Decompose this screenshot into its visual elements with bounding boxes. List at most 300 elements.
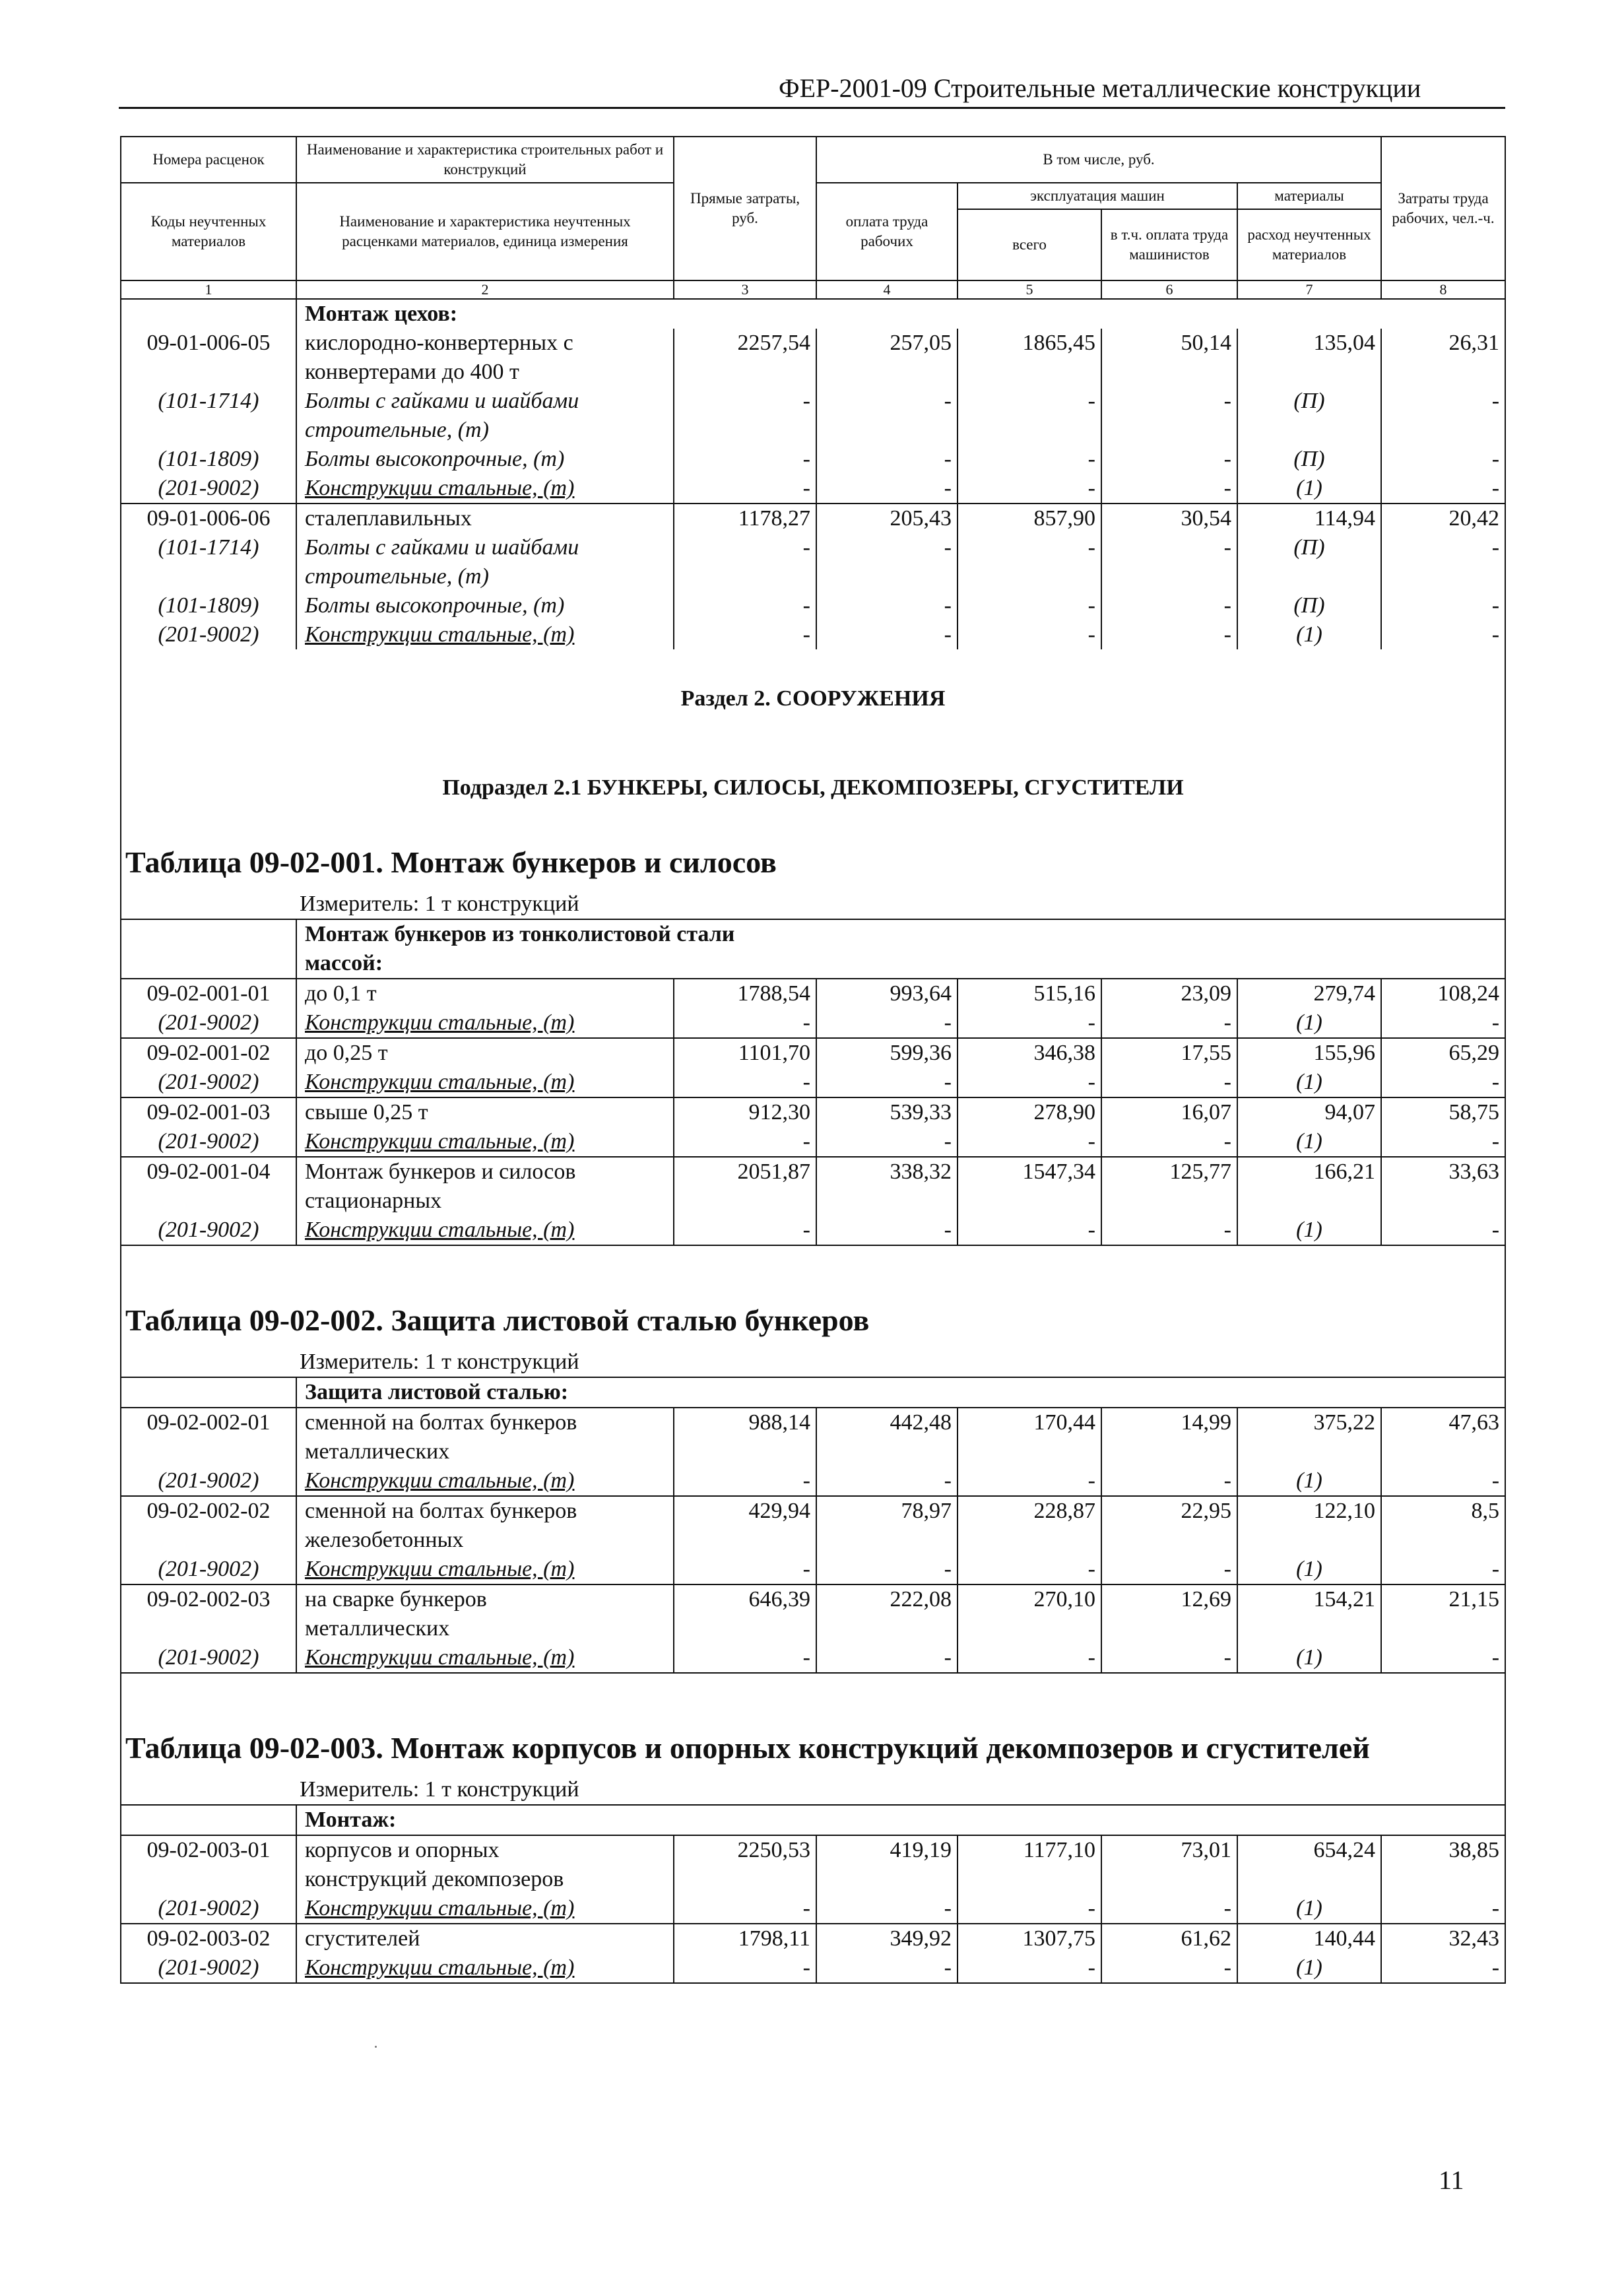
machines-total-value [958, 358, 1101, 387]
labor-pay-value: 442,48 [816, 1408, 958, 1437]
empty-cell [958, 1805, 1101, 1835]
table-title-row [121, 828, 1505, 890]
direct-costs-value: - [674, 1555, 816, 1584]
materials-value: 654,24 [1237, 1835, 1381, 1865]
labor-hours-value [1381, 1865, 1505, 1894]
direct-costs-value [674, 1187, 816, 1216]
machines-total-value: 170,44 [958, 1408, 1101, 1437]
machines-total-value [958, 1614, 1101, 1643]
materials-value: 166,21 [1237, 1157, 1381, 1187]
material-name: Конструкции стальные, (т) [296, 1127, 674, 1157]
labor-pay-value: - [816, 1068, 958, 1097]
rate-row [121, 1408, 1505, 1437]
table-row [121, 1865, 1505, 1894]
labor-hours-value [1381, 562, 1505, 591]
direct-costs-value: - [674, 474, 816, 504]
work-name: железобетонных [296, 1526, 674, 1555]
material-name: Конструкции стальные, (т) [296, 1008, 674, 1038]
col-number: 3 [674, 280, 816, 299]
direct-costs-value: 1788,54 [674, 979, 816, 1008]
labor-pay-value [816, 1437, 958, 1466]
direct-costs-value: 2051,87 [674, 1157, 816, 1187]
subsection-title-row [121, 748, 1505, 828]
labor-hours-value: 20,42 [1381, 504, 1505, 533]
machinist-pay-value [1101, 562, 1237, 591]
labor-hours-value: 58,75 [1381, 1097, 1505, 1127]
empty-cell [816, 299, 958, 329]
machinist-pay-value: - [1101, 387, 1237, 416]
labor-pay-value: 539,33 [816, 1097, 958, 1127]
labor-hours-value: 32,43 [1381, 1924, 1505, 1953]
col-number: 1 [121, 280, 296, 299]
measure-row [121, 890, 1505, 919]
header-name-top: Наименование и характеристика строительных работ и конструкций [296, 137, 674, 183]
direct-costs-value: - [674, 1643, 816, 1673]
empty-cell [1381, 299, 1505, 329]
machinist-pay-value [1101, 1614, 1237, 1643]
materials-value: 154,21 [1237, 1584, 1381, 1614]
work-name: сгустителей [296, 1924, 674, 1953]
labor-pay-value: 78,97 [816, 1496, 958, 1526]
labor-hours-value: - [1381, 445, 1505, 474]
material-name: Болты с гайками и шайбами [296, 533, 674, 562]
table-row [121, 358, 1505, 387]
work-name: металлических [296, 1614, 674, 1643]
labor-pay-value: 349,92 [816, 1924, 958, 1953]
price-table [120, 136, 1506, 1984]
direct-costs-value: 912,30 [674, 1097, 816, 1127]
direct-costs-value: 2257,54 [674, 329, 816, 358]
table-row [121, 1187, 1505, 1216]
work-name: стационарных [296, 1187, 674, 1216]
machines-total-value [958, 1187, 1101, 1216]
machinist-pay-value: 14,99 [1101, 1408, 1237, 1437]
material-name: Конструкции стальные, (т) [296, 1555, 674, 1584]
machinist-pay-value: - [1101, 1894, 1237, 1924]
empty-cell [1237, 1805, 1381, 1835]
rate-code: 09-02-003-02 [121, 1924, 296, 1953]
machines-total-value: - [958, 387, 1101, 416]
labor-pay-value: 222,08 [816, 1584, 958, 1614]
machines-total-value: - [958, 1127, 1101, 1157]
machines-total-value: 1865,45 [958, 329, 1101, 358]
direct-costs-value: - [674, 533, 816, 562]
labor-hours-value: - [1381, 474, 1505, 504]
material-name: Болты с гайками и шайбами [296, 387, 674, 416]
direct-costs-value [674, 1614, 816, 1643]
empty-cell [1381, 1805, 1505, 1835]
table-row [121, 1008, 1505, 1038]
machinist-pay-value: - [1101, 474, 1237, 504]
material-name: Конструкции стальные, (т) [296, 620, 674, 649]
machinist-pay-value: 73,01 [1101, 1835, 1237, 1865]
rate-code: 09-02-001-02 [121, 1038, 296, 1068]
work-name: свыше 0,25 т [296, 1097, 674, 1127]
machinist-pay-value: - [1101, 1008, 1237, 1038]
direct-costs-value: 988,14 [674, 1408, 816, 1437]
machines-total-value: 515,16 [958, 979, 1101, 1008]
work-name: корпусов и опорных [296, 1835, 674, 1865]
col-number: 8 [1381, 280, 1505, 299]
machines-total-value: - [958, 1555, 1101, 1584]
materials-value [1237, 1526, 1381, 1555]
machinist-pay-value [1101, 416, 1237, 445]
materials-value: (1) [1237, 1466, 1381, 1496]
machines-total-value: 346,38 [958, 1038, 1101, 1068]
material-code: (101-1714) [121, 387, 296, 416]
machinist-pay-value [1101, 1437, 1237, 1466]
labor-hours-value: - [1381, 387, 1505, 416]
header-materials-use: расход неучтенных материалов [1237, 209, 1381, 280]
material-code: (101-1809) [121, 591, 296, 620]
rate-code: 09-02-001-03 [121, 1097, 296, 1127]
machinist-pay-value: - [1101, 1643, 1237, 1673]
labor-pay-value [816, 1526, 958, 1555]
work-name: на сварке бункеров [296, 1584, 674, 1614]
empty-cell [816, 919, 958, 979]
table-row [121, 562, 1505, 591]
materials-value: 94,07 [1237, 1097, 1381, 1127]
material-code: (201-9002) [121, 1953, 296, 1983]
column-numbers-row [121, 280, 1505, 299]
work-name: до 0,1 т [296, 979, 674, 1008]
labor-hours-value [1381, 1526, 1505, 1555]
materials-value [1237, 1187, 1381, 1216]
materials-value [1237, 1437, 1381, 1466]
work-name: металлических [296, 1437, 674, 1466]
empty-cell [121, 919, 296, 979]
material-name: Конструкции стальные, (т) [296, 1953, 674, 1983]
materials-value: (1) [1237, 1008, 1381, 1038]
rate-code: 09-02-001-04 [121, 1157, 296, 1187]
empty-cell [1237, 1377, 1381, 1408]
machines-total-value [958, 562, 1101, 591]
empty-cell [1101, 1377, 1237, 1408]
materials-value: (1) [1237, 474, 1381, 504]
labor-hours-value: 8,5 [1381, 1496, 1505, 1526]
machinist-pay-value: - [1101, 1068, 1237, 1097]
materials-value: 135,04 [1237, 329, 1381, 358]
machinist-pay-value: 30,54 [1101, 504, 1237, 533]
direct-costs-value: - [674, 1894, 816, 1924]
labor-pay-value: - [816, 1953, 958, 1983]
table-row [121, 1894, 1505, 1924]
materials-value [1237, 1865, 1381, 1894]
header-machines-incl: в т.ч. оплата труда машинистов [1101, 209, 1237, 280]
labor-hours-value: - [1381, 620, 1505, 649]
labor-pay-value: - [816, 474, 958, 504]
machines-total-value: 857,90 [958, 504, 1101, 533]
group-title: Монтаж цехов: [296, 299, 816, 329]
labor-pay-value: - [816, 620, 958, 649]
labor-hours-value: - [1381, 1466, 1505, 1496]
machines-total-value: - [958, 1894, 1101, 1924]
work-name: до 0,25 т [296, 1038, 674, 1068]
labor-hours-value: 26,31 [1381, 329, 1505, 358]
page-number: 11 [1439, 2165, 1464, 2195]
measure-unit: Измеритель: 1 т конструкций [121, 1775, 1505, 1805]
material-code: (201-9002) [121, 1555, 296, 1584]
material-name: строительные, (т) [296, 416, 674, 445]
machinist-pay-value [1101, 358, 1237, 387]
labor-pay-value: 599,36 [816, 1038, 958, 1068]
direct-costs-value [674, 358, 816, 387]
rate-row [121, 1924, 1505, 1953]
materials-value [1237, 1614, 1381, 1643]
materials-value: 140,44 [1237, 1924, 1381, 1953]
direct-costs-value: - [674, 620, 816, 649]
empty-cell [1381, 1377, 1505, 1408]
direct-costs-value [674, 1865, 816, 1894]
col-number: 5 [958, 280, 1101, 299]
spacer [121, 1673, 1505, 1713]
rate-code [121, 1187, 296, 1216]
labor-pay-value: - [816, 1643, 958, 1673]
labor-hours-value: 33,63 [1381, 1157, 1505, 1187]
header-machines: эксплуатация машин [958, 183, 1237, 209]
material-code: (201-9002) [121, 1008, 296, 1038]
machinist-pay-value: 125,77 [1101, 1157, 1237, 1187]
labor-pay-value [816, 416, 958, 445]
rate-row [121, 329, 1505, 358]
labor-pay-value [816, 562, 958, 591]
material-name: Конструкции стальные, (т) [296, 474, 674, 504]
table-row [121, 1127, 1505, 1157]
work-name: сталеплавильных [296, 504, 674, 533]
section-title-row [121, 649, 1505, 748]
empty-cell [1237, 299, 1381, 329]
material-code: (201-9002) [121, 1894, 296, 1924]
table-row [121, 1216, 1505, 1245]
table-row [121, 474, 1505, 504]
labor-hours-value: - [1381, 1953, 1505, 1983]
labor-hours-value [1381, 1187, 1505, 1216]
rate-code: 09-01-006-05 [121, 329, 296, 358]
table-title: Таблица 09-02-001. Монтаж бункеров и силосов [121, 828, 1505, 890]
rate-row [121, 504, 1505, 533]
machines-total-value: 278,90 [958, 1097, 1101, 1127]
table-row [121, 1555, 1505, 1584]
labor-hours-value: 21,15 [1381, 1584, 1505, 1614]
labor-pay-value: 338,32 [816, 1157, 958, 1187]
empty-cell [1237, 919, 1381, 979]
labor-hours-value: - [1381, 1068, 1505, 1097]
material-name: Болты высокопрочные, (т) [296, 445, 674, 474]
machinist-pay-value [1101, 1526, 1237, 1555]
machines-total-value: - [958, 533, 1101, 562]
material-code: (201-9002) [121, 1466, 296, 1496]
materials-value: (1) [1237, 1555, 1381, 1584]
empty-cell [816, 1805, 958, 1835]
labor-hours-value: - [1381, 1643, 1505, 1673]
machines-total-value: - [958, 1466, 1101, 1496]
work-name: конвертерами до 400 т [296, 358, 674, 387]
materials-value: (1) [1237, 1216, 1381, 1245]
material-name: Конструкции стальные, (т) [296, 1466, 674, 1496]
direct-costs-value [674, 1526, 816, 1555]
labor-hours-value [1381, 358, 1505, 387]
rate-row [121, 1584, 1505, 1614]
machines-total-value: - [958, 445, 1101, 474]
labor-hours-value: - [1381, 1008, 1505, 1038]
header-codes-top: Номера расценок [121, 137, 296, 183]
table-title: Таблица 09-02-003. Монтаж корпусов и опорных конструкций декомпозеров и сгустителей [121, 1713, 1505, 1775]
labor-pay-value: - [816, 1127, 958, 1157]
labor-pay-value: - [816, 387, 958, 416]
rate-code [121, 1614, 296, 1643]
machines-total-value [958, 1526, 1101, 1555]
empty-cell [1101, 299, 1237, 329]
machinist-pay-value: 50,14 [1101, 329, 1237, 358]
empty-cell [121, 1805, 296, 1835]
table-row [121, 1953, 1505, 1983]
labor-hours-value [1381, 416, 1505, 445]
direct-costs-value: 1101,70 [674, 1038, 816, 1068]
group-title: Защита листовой сталью: [296, 1377, 816, 1408]
material-name: Конструкции стальные, (т) [296, 1216, 674, 1245]
machines-total-value: 1177,10 [958, 1835, 1101, 1865]
col-number: 6 [1101, 280, 1237, 299]
material-name: строительные, (т) [296, 562, 674, 591]
labor-hours-value: 65,29 [1381, 1038, 1505, 1068]
material-code: (201-9002) [121, 1643, 296, 1673]
materials-value: (1) [1237, 1894, 1381, 1924]
labor-pay-value [816, 1187, 958, 1216]
machines-total-value: - [958, 1216, 1101, 1245]
machines-total-value: - [958, 591, 1101, 620]
labor-hours-value: 108,24 [1381, 979, 1505, 1008]
work-name: кислородно-конвертерных с [296, 329, 674, 358]
measure-row [121, 1775, 1505, 1805]
header-rule [119, 107, 1505, 109]
labor-hours-value: 38,85 [1381, 1835, 1505, 1865]
machinist-pay-value: 61,62 [1101, 1924, 1237, 1953]
materials-value: (П) [1237, 533, 1381, 562]
group-title-row [121, 919, 1505, 979]
machines-total-value: - [958, 620, 1101, 649]
material-name: Конструкции стальные, (т) [296, 1894, 674, 1924]
col-number: 2 [296, 280, 674, 299]
empty-cell [958, 299, 1101, 329]
materials-value: (1) [1237, 620, 1381, 649]
direct-costs-value: - [674, 591, 816, 620]
empty-cell [121, 1377, 296, 1408]
section-title: Раздел 2. СООРУЖЕНИЯ [121, 649, 1505, 748]
material-name: Конструкции стальные, (т) [296, 1643, 674, 1673]
table-row [121, 445, 1505, 474]
rate-code: 09-02-002-02 [121, 1496, 296, 1526]
table-row [121, 1643, 1505, 1673]
machinist-pay-value: - [1101, 1555, 1237, 1584]
work-name: конструкций декомпозеров [296, 1865, 674, 1894]
labor-pay-value: 993,64 [816, 979, 958, 1008]
header-machines-total: всего [958, 209, 1101, 280]
materials-value: (1) [1237, 1127, 1381, 1157]
table-row [121, 1068, 1505, 1097]
labor-pay-value: - [816, 445, 958, 474]
direct-costs-value [674, 416, 816, 445]
labor-pay-value: 419,19 [816, 1835, 958, 1865]
header-labor-cost: Затраты труда рабочих, чел.-ч. [1381, 137, 1505, 280]
scan-speck [375, 2046, 377, 2048]
group-title: Монтаж: [296, 1805, 816, 1835]
spacer-row [121, 1673, 1505, 1713]
running-header: ФЕР-2001-09 Строительные металлические конструкции [779, 73, 1421, 103]
labor-pay-value: - [816, 591, 958, 620]
group-title-row [121, 299, 1505, 329]
machines-total-value: 228,87 [958, 1496, 1101, 1526]
table-row [121, 387, 1505, 416]
empty-cell [958, 1377, 1101, 1408]
table-row [121, 533, 1505, 562]
materials-value: 375,22 [1237, 1408, 1381, 1437]
rate-row [121, 1496, 1505, 1526]
machines-total-value: - [958, 1068, 1101, 1097]
labor-pay-value: - [816, 1216, 958, 1245]
labor-hours-value: - [1381, 1894, 1505, 1924]
rate-code: 09-02-001-01 [121, 979, 296, 1008]
header-direct-costs: Прямые затраты, руб. [674, 137, 816, 280]
direct-costs-value: - [674, 1008, 816, 1038]
header-labor-pay: оплата труда рабочих [816, 183, 958, 280]
materials-value [1237, 416, 1381, 445]
header-materials: материалы [1237, 183, 1381, 209]
labor-hours-value: - [1381, 591, 1505, 620]
measure-unit: Измеритель: 1 т конструкций [121, 1348, 1505, 1377]
col-number: 7 [1237, 280, 1381, 299]
machinist-pay-value: - [1101, 620, 1237, 649]
header-row-1 [121, 137, 1505, 183]
empty-cell [1101, 1805, 1237, 1835]
materials-value: (1) [1237, 1953, 1381, 1983]
table-title-row [121, 1286, 1505, 1348]
machines-total-value: - [958, 1643, 1101, 1673]
labor-hours-value: - [1381, 1555, 1505, 1584]
spacer-row [121, 1245, 1505, 1286]
labor-hours-value: - [1381, 533, 1505, 562]
labor-pay-value: - [816, 533, 958, 562]
rate-row [121, 1157, 1505, 1187]
subsection-title: Подраздел 2.1 БУНКЕРЫ, СИЛОСЫ, ДЕКОМПОЗЕРЫ, СГУСТИТЕЛИ [121, 748, 1505, 828]
direct-costs-value: - [674, 1466, 816, 1496]
empty-cell [1101, 919, 1237, 979]
machinist-pay-value: 22,95 [1101, 1496, 1237, 1526]
material-code: (201-9002) [121, 474, 296, 504]
materials-value [1237, 562, 1381, 591]
labor-hours-value: - [1381, 1216, 1505, 1245]
labor-hours-value: - [1381, 1127, 1505, 1157]
measure-unit: Измеритель: 1 т конструкций [121, 890, 1505, 919]
labor-pay-value [816, 1865, 958, 1894]
table-row [121, 620, 1505, 649]
machinist-pay-value: 12,69 [1101, 1584, 1237, 1614]
machinist-pay-value: 23,09 [1101, 979, 1237, 1008]
materials-value: (П) [1237, 591, 1381, 620]
rate-code: 09-02-002-03 [121, 1584, 296, 1614]
empty-cell [1381, 919, 1505, 979]
table-title: Таблица 09-02-002. Защита листовой сталью бункеров [121, 1286, 1505, 1348]
table-row [121, 1437, 1505, 1466]
direct-costs-value: - [674, 445, 816, 474]
rate-code: 09-02-003-01 [121, 1835, 296, 1865]
header-in-total: В том числе, руб. [816, 137, 1381, 183]
empty-cell [121, 299, 296, 329]
rate-code: 09-02-002-01 [121, 1408, 296, 1437]
direct-costs-value: - [674, 1068, 816, 1097]
group-title-row [121, 1805, 1505, 1835]
group-title: Монтаж бункеров из тонколистовой стали массой: [296, 919, 816, 979]
header-codes-bottom: Коды неучтенных материалов [121, 183, 296, 280]
